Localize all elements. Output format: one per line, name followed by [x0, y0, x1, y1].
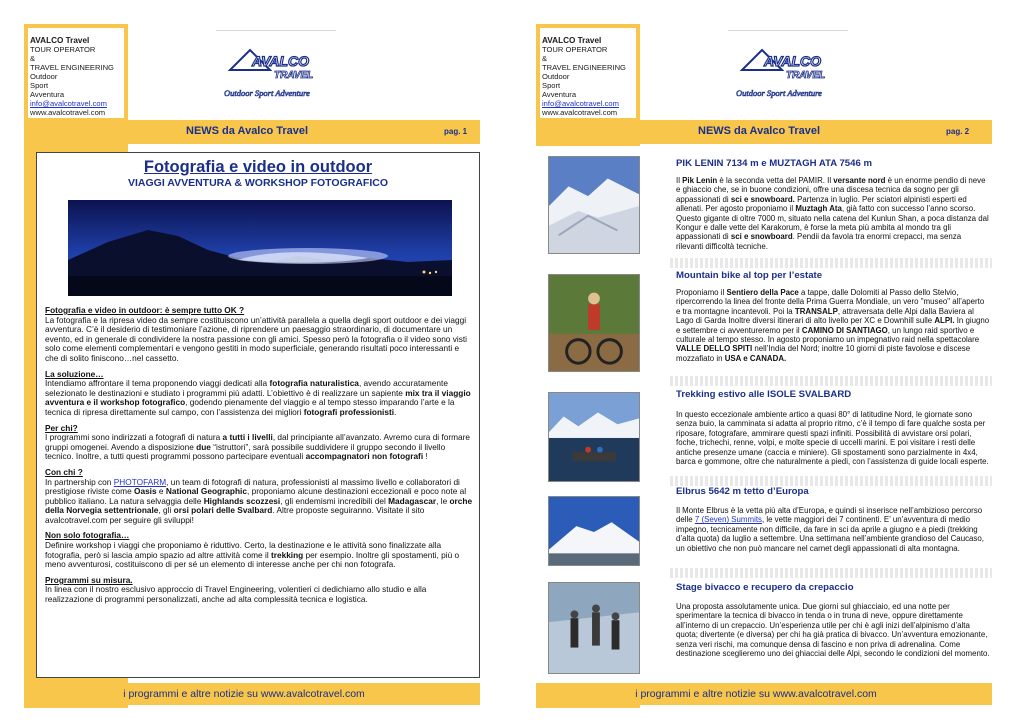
pik-lenin-photo [548, 156, 640, 254]
text-bold: National Geographic [165, 486, 247, 497]
text-bold: due [196, 441, 211, 452]
text-bold: orsi polari delle Svalbard [173, 505, 273, 516]
text-bold: Madagascar [388, 495, 437, 506]
text-run: , già fatto con successo l’anno scorso. Questo gigante di oltre 7000 m, situato nella catena del Kunlun Shan, a poca distanza dal Kongur e dalle vette del Karakorum, è forse la meta più ambita al mondo tra gli appassionati di [676, 204, 989, 242]
article-body [676, 602, 990, 658]
text-run: , gli [158, 505, 174, 516]
newsletter-page-2 [512, 0, 1000, 725]
logo-name: AVALCO [252, 53, 310, 69]
text-run: Partenza in luglio. Per sciatori alpinisti esperti ed allenati. [676, 194, 967, 214]
article-body [676, 410, 990, 466]
text-run: , le vette maggiori dei 7 continenti. [761, 515, 882, 525]
paragraph: Una proposta assolutamente unica. Due giorni sul ghiacciaio, ed una notte per sperimentare la tecnica di bivacco in tenda o in truna di neve, oppure direttamente all’interno di un crepaccio. Un’esperienza utile per chi è agli inizi dell’alpinismo d’alta quota; divertente (e diversa) per chi ha già pratica di bivacco. [676, 602, 970, 640]
text-bold: sci e snowboard [730, 232, 793, 242]
section-heading: La soluzione… [45, 368, 104, 379]
website-text: www.avalcotravel.com [30, 108, 106, 117]
text-bold: trekking [270, 549, 304, 560]
logo-sub: TRAVEL [786, 70, 826, 81]
text-run: , proponiamo alcune destinazioni eccezionali e poco note al pubblico italiano. [45, 486, 467, 506]
avalco-logo [724, 44, 874, 102]
text-run: In partnership con [45, 476, 114, 487]
text-run: Intendiamo affrontare il tema proponendo viaggi dedicati alla [45, 378, 270, 389]
text-run: , un lungo raid sportivo e culturale al tempo stesso. [676, 325, 975, 345]
text-bold: CAMINO DI SANTIAGO [801, 325, 888, 335]
text-run: Inoltre diversi itinerari di alto livello per XC e Downhill sulle [728, 316, 935, 326]
text-run: , attraversata delle Alpi dalla Baviera al Lago di Garda [676, 306, 974, 326]
text-run: La natura selvaggia delle [109, 495, 204, 506]
logo-name: AVALCO [764, 53, 822, 69]
text-bold: mix tra il viaggio avventura e il workshop fotografico [45, 387, 471, 408]
text-bold: Sentiero della Pace [726, 288, 799, 297]
text-bold: Oasis [134, 486, 157, 497]
text-bold: versante nord [833, 176, 886, 185]
paragraph: Come destinazione sceglieremo uno dei ghiacciai delle Alpi, secondo le condizioni del momento. [676, 639, 990, 659]
text-run: Definire workshop i viaggi che proponiamo è riduttivo. Certo, la destinazione e le attività sono finalizzate alla fotografia, però si lascia ampio spazio ad altre attività come il [45, 540, 442, 560]
company-line: & [30, 54, 36, 63]
company-line: TOUR OPERATOR [542, 45, 608, 54]
divider [670, 258, 992, 268]
mountain-bike-photo [548, 274, 640, 372]
article-body [676, 288, 990, 363]
text-bold: sci e snowboard. [730, 194, 795, 204]
paragraph: Gli spostamenti sono parzialmente in 4x4, barca e gommone, oltre che naturalmente a piedi, con l’assistenza di guide locali esperte. [676, 447, 989, 467]
article-heading: Mountain bike al top per l’estate [676, 270, 823, 281]
text-bold: Muztagh Ata [795, 204, 842, 214]
text-run: a tappe, dalle Dolomiti al Passo dello Stelvio, ripercorrendo la linea del fronte della Prima Guerra Mondiale, un vero "museo" all’aperto e tra montagne incantevoli. [676, 288, 985, 316]
logo-tagline: Outdoor Sport Adventure [736, 88, 822, 98]
text-bold: a tutti i livelli [222, 432, 273, 443]
text-run: per esempio. Inoltre gli spostamenti, più o meno avventurosi, costituiscono di per sé un elemento di interesse anche per chi non fotografa. [45, 549, 460, 570]
paragraph: In linea con il nostro esclusivo approccio di Travel Engineering, volentieri ci dedichiamo allo studio e alla realizzazione di programmi personalizzati, anche ad alta complessità tecnica e logistica. [45, 584, 427, 605]
text-run: I programmi sono indirizzati a fotografi di natura [45, 432, 223, 443]
footer-text: i programmi e altre notizie su www.avalcotravel.com [123, 688, 365, 700]
text-bold: Pik Lenin [682, 176, 718, 185]
company-info [542, 36, 626, 117]
company-line: TRAVEL ENGINEERING [30, 63, 114, 72]
photofarm-link[interactable]: PHOTOFARM [113, 476, 167, 487]
text-run: Il [676, 176, 683, 185]
top-rule [216, 30, 336, 31]
text-bold: orche della Norvegia settentrionale [45, 495, 473, 516]
text-run: è un enorme pendio di neve e ghiaccio che, se in buone condizioni, offre una discesa tecnica da sogno per gli appassionati di [676, 176, 986, 204]
company-info [30, 36, 114, 117]
company-line: Sport [542, 81, 561, 90]
text-run: , godendo pienamente del viaggio e al tempo stesso imparando l’arte e la tecnica di ripresa direttamente sul campo, con l’assistenza dei migliori [45, 397, 455, 417]
company-line: Outdoor [542, 72, 570, 81]
website-text: www.avalcotravel.com [542, 108, 618, 117]
text-run: , un team di fotografi di natura, professionisti al massimo livello e collaboratori di prestigiose riviste come [45, 476, 460, 497]
text-bold: USA e CANADA. [724, 353, 787, 363]
company-line: & [542, 54, 548, 63]
text-run: . Pendii da favola tra enormi crepacci, ma senza rilevanti difficoltà tecniche. [676, 232, 962, 251]
text-run: , avendo accuratamente selezionato le destinazioni e studiato i programmi più adatti. [45, 378, 448, 398]
email-link[interactable]: info@avalcotravel.com [30, 99, 107, 108]
avalco-logo [212, 44, 362, 102]
divider [670, 376, 992, 386]
paragraph: La fotografia e la ripresa video da sempre costituiscono un’attività parallela a quella degli sport outdoor e dei viaggi avventura. C’è il desiderio di testimoniare l’azione, di riprendere un paesaggio straordinario, di documentare un evento, ed in generale di condividere la nostra passione con gli amici. [45, 314, 467, 344]
page-number: pag. 2 [946, 127, 970, 136]
article-subtitle: VIAGGI AVVENTURA & WORKSHOP FOTOGRAFICO [128, 177, 388, 189]
text-bold: VALLE DELLO SPITI [676, 344, 753, 354]
text-run: ! [423, 451, 428, 462]
company-line: TRAVEL ENGINEERING [542, 63, 626, 72]
article-heading: Elbrus 5642 m tetto d’Europa [676, 486, 809, 497]
text-run: “istruttori”, sarà possibile suddividere il gruppo secondo il livello tecnico. Inoltre, a tutti questi programmi possono partecipare eventuali [45, 441, 446, 462]
text-bold: ALPI. [934, 316, 955, 326]
text-run: , le [436, 495, 450, 506]
section-heading: Fotografia e video in outdoor: è sempre tutto OK ? [45, 305, 245, 315]
company-line: TOUR OPERATOR [30, 45, 96, 54]
email-link[interactable]: info@avalcotravel.com [542, 99, 619, 108]
svalbard-photo [548, 392, 640, 482]
article-heading: PIK LENIN 7134 m e MUZTAGH ATA 7546 m [676, 158, 873, 169]
text-run: Poi la [772, 306, 795, 316]
text-run: . [394, 406, 397, 417]
divider [670, 476, 992, 486]
page-number: pag. 1 [444, 127, 468, 136]
news-title: NEWS da Avalco Travel [186, 125, 309, 137]
text-run: nell’India del Nord; inoltre 10 giorni di piste favolose e discese mozzafiato in [676, 344, 971, 363]
logo-tagline: Outdoor Sport Adventure [224, 88, 310, 98]
text-bold: Highlands scozzesi [203, 495, 281, 506]
text-run: In agosto proponiamo un impegnativo raid nella spettacolare [767, 335, 980, 345]
text-run: Proponiamo il [676, 288, 727, 297]
company-name: AVALCO Travel [542, 36, 602, 45]
text-run: , dal principiante all’avanzato. Avremo cura di formare gruppi omogenei. Avendo a disposizione [45, 432, 471, 452]
text-run: . Altre proposte seguiranno. Visitate il sito avalcotravel.com per seguire gli sviluppi! [45, 505, 425, 525]
text-run: è la seconda vetta del PAMIR. Il [717, 176, 834, 185]
text-run: L’obiettivo è di realizzare un sapiente [266, 387, 406, 398]
company-line: Outdoor [30, 72, 58, 81]
text-run: e [156, 486, 166, 497]
text-run: Per agosto proponiamo il [705, 204, 796, 214]
text-bold: fotografi professionisti [303, 406, 395, 417]
article-body [45, 306, 473, 611]
logo-sub: TRAVEL [274, 70, 314, 81]
company-line: Avventura [542, 90, 577, 99]
elbrus-photo [548, 496, 640, 566]
seven-summits-link[interactable]: 7 (Seven) Summits [694, 515, 762, 525]
company-name: AVALCO Travel [30, 36, 90, 45]
paragraph: E’ un’avventura di medio impegno, tecnicamente non difficile, da fare in sci da aprile a giugno e a piedi (trekking d’alta quota) da luglio a settembre. [676, 515, 978, 544]
article-body [676, 176, 990, 251]
section-heading: Con chi ? [45, 466, 83, 477]
paragraph: Un’avventura emozionante, senza veri rischi, ma comunque densa di fascino e non priva di adrenalina. [676, 630, 988, 649]
section-heading: Non solo fotografia… [45, 530, 130, 541]
top-rule [728, 30, 848, 31]
article-heading: Trekking estivo alle ISOLE SVALBARD [676, 389, 852, 400]
article-heading: Stage bivacco e recupero da crepaccio [676, 582, 854, 593]
text-bold: TRANSALP [794, 306, 838, 316]
footer-text: i programmi e altre notizie su www.avalcotravel.com [635, 688, 877, 700]
paragraph: In questo eccezionale ambiente artico a quasi 80° di latitudine Nord, le giornate sono senza buio, la camminata si adatta al proprio ritmo, c’è il tempo di fare qualche sosta per riposare, fotografare, ammirare questi spazi infiniti. Possibilità di avvistare orsi polari, foche, trichechi, renne, volpi, e molte specie di uccelli marini. E poi visitare i resti delle antiche presenze umane (caccia e miniere). [676, 410, 986, 457]
company-line: Avventura [30, 90, 65, 99]
section-heading: Per chi? [45, 422, 78, 433]
article-body [676, 506, 990, 553]
newsletter-page-1 [0, 0, 488, 725]
paragraph: Spesso però la fotografia o il video sono visti solo come elementi complementari e vengono gestiti in modo superficiale, generando risultati poco interessanti e che di solito finiscono…nel cassetto. [45, 333, 468, 363]
paragraph: Una settimana nell’ambiente grandioso del Caucaso, un obiettivo che non può mancare nel carnet degli appassionati di alta montagna. [676, 534, 984, 553]
crevasse-photo [548, 582, 640, 674]
text-run: In giugno e settembre ci avventureremo per il [676, 316, 990, 335]
text-run: Il Monte Elbrus è la vetta più alta d’Europa, e quindi si inserisce nell’ambizioso percorso delle [676, 506, 983, 525]
article-title: Fotografia e video in outdoor [143, 158, 373, 176]
company-line: Sport [30, 81, 49, 90]
divider [670, 568, 992, 578]
section-heading: Programmi su misura. [45, 574, 133, 585]
text-run: , gli endemismi incredibili del [280, 495, 389, 506]
news-title: NEWS da Avalco Travel [698, 125, 821, 137]
text-bold: fotografia naturalistica [269, 378, 359, 389]
night-mountain-photo [68, 200, 452, 296]
text-bold: accompagnatori non fotografi [305, 451, 424, 462]
